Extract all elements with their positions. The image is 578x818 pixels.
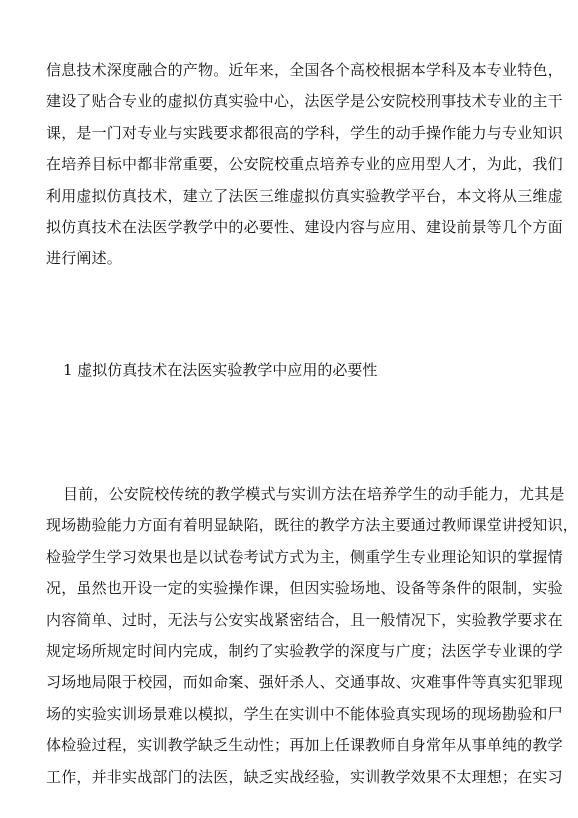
paragraph-line: 现场勘验能力方面有着明显缺陷，既往的教学方法主要通过教师课堂讲授知识， bbox=[46, 516, 578, 535]
paragraph-line: 检验学生学习效果也是以试卷考试方式为主，侧重学生专业理论知识的掌握情 bbox=[46, 547, 563, 566]
paragraph-line: 场的实验实训场景难以模拟，学生在实训中不能体验真实现场的现场勘验和尸 bbox=[46, 704, 563, 723]
paragraph-line: 工作，并非实战部门的法医，缺乏实战经验，实训教学效果不太理想；在实习 bbox=[46, 767, 563, 786]
paragraph-line: 建设了贴合专业的虚拟仿真实验中心，法医学是公安院校刑事技术专业的主干 bbox=[46, 92, 563, 111]
paragraph-line: 信息技术深度融合的产物。近年来，全国各个高校根据本学科及本专业特色， bbox=[46, 61, 563, 79]
paragraph-line: 进行阐述。 bbox=[46, 249, 123, 268]
paragraph-line: 习场地局限于校园，而如命案、强奸杀人、交通事故、灾难事件等真实犯罪现 bbox=[46, 673, 563, 692]
paragraph-line: 拟仿真技术在法医学教学中的必要性、建设内容与应用、建设前景等几个方面 bbox=[46, 217, 563, 236]
paragraph-line: 内容简单、过时，无法与公安实战紧密结合，且一般情况下，实验教学要求在 bbox=[46, 610, 563, 629]
body-paragraph bbox=[46, 479, 578, 793]
paragraph-line: 目前，公安院校传统的教学模式与实训方法在培养学生的动手能力，尤其是 bbox=[63, 485, 565, 503]
paragraph-line: 体检验过程，实训教学缺乏生动性；再加上任课教师自身常年从事单纯的教学 bbox=[46, 736, 563, 755]
paragraph-line: 课，是一门对专业与实践要求都很高的学科，学生的动手操作能力与专业知识 bbox=[46, 123, 563, 142]
paragraph-line: 规定场所规定时间内完成，制约了实验教学的深度与广度；法医学专业课的学 bbox=[46, 641, 563, 660]
paragraph-line: 在培养目标中都非常重要，公安院校重点培养专业的应用型人才，为此，我们 bbox=[46, 155, 563, 174]
section-heading: 1 虚拟仿真技术在法医实验教学中应用的必要性 bbox=[63, 361, 378, 379]
paragraph-line: 况，虽然也开设一定的实验操作课，但因实验场地、设备等条件的限制，实验 bbox=[46, 579, 563, 598]
intro-paragraph bbox=[46, 55, 563, 275]
paragraph-line: 利用虚拟仿真技术，建立了法医三维虚拟仿真实验教学平台，本文将从三维虚 bbox=[46, 186, 563, 205]
